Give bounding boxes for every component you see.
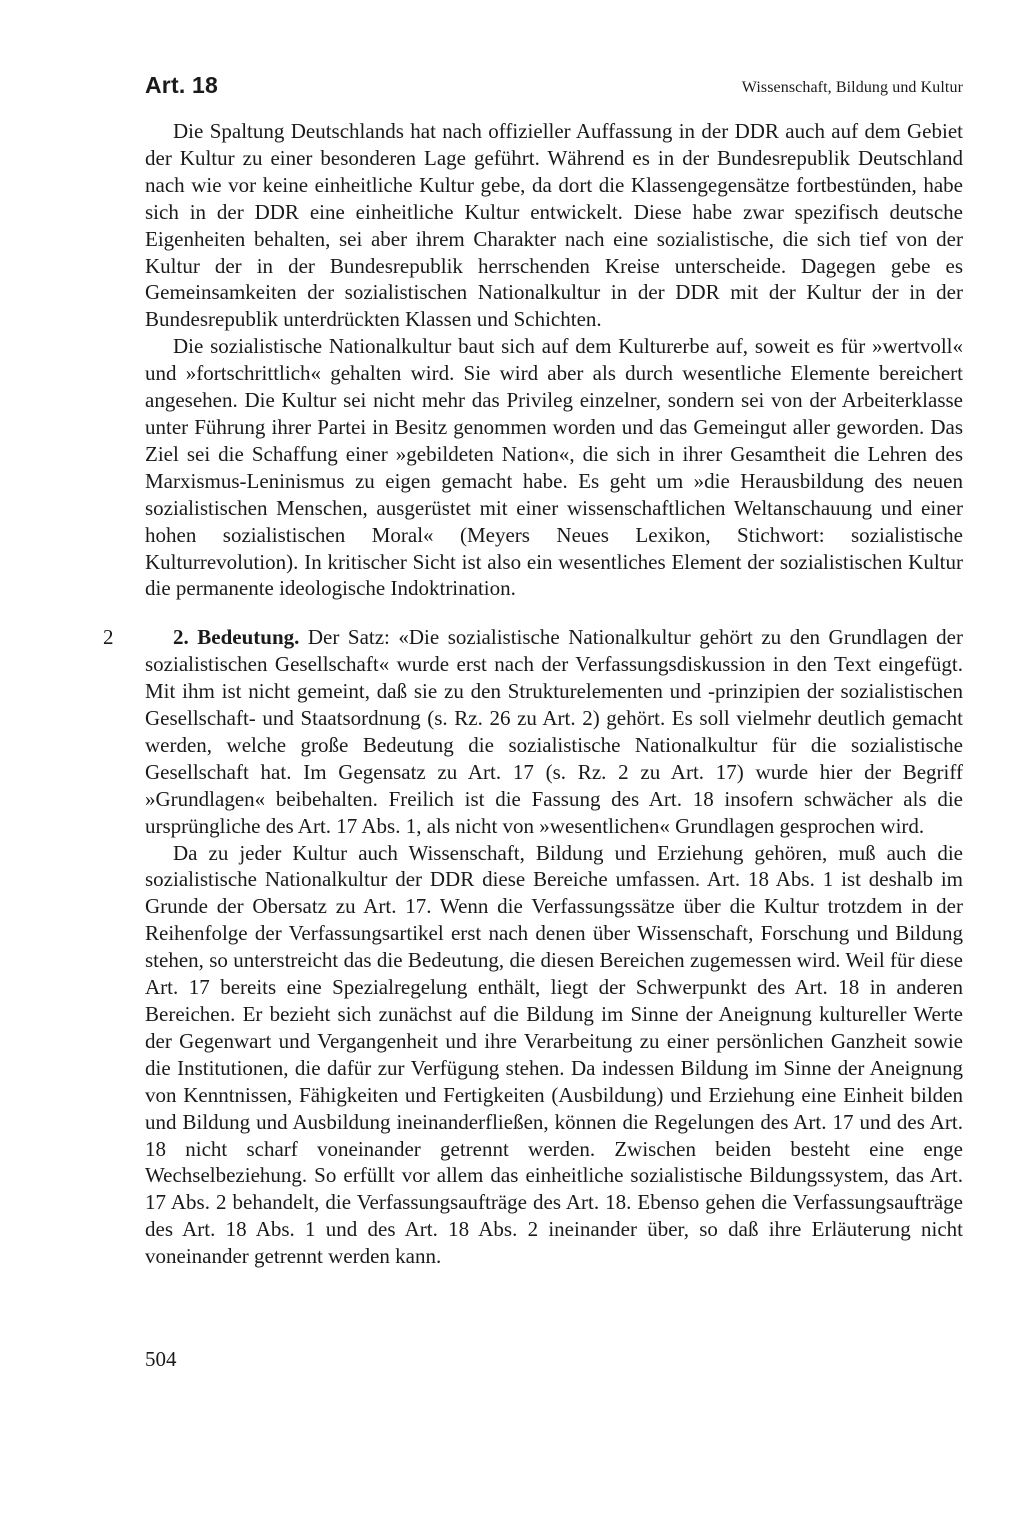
paragraph: Die sozialistische Nationalkultur baut sich auf dem Kulturerbe auf, soweit es für »wertvoll« und »fortschrittlich« gehalten wird. Sie wird aber als durch wesentliche Elemente bereichert angesehen. Die Kultur sei nicht mehr das Privileg einzelner, sondern sei von der Arbeiterklasse unter Führung ihrer Partei in Besitz genommen worden und das Gemeingut aller geworden. Das Ziel sei die Schaffung einer »gebildeten Nation«, die sich in ihrer Gesamtheit die Lehren des Marxismus-Leninismus zu eigen gemacht habe. Es geht um »die Herausbildung des neuen sozialistischen Menschen, ausgerüstet mit einer wissenschaftlichen Weltanschauung und einer hohen sozialistischen Moral« (Meyers Neues Lexikon, Stichwort: sozialistische Kulturrevolution). In kritischer Sicht ist also ein wesentliches Element der sozialistischen Kultur die permanente ideologische Indoktrination. [145,334,963,601]
paragraph [145,624,963,839]
paragraph-text: Der Satz: «Die sozialistische Nationalkultur gehört zu den Grundlagen der sozialistischen Gesellschaft« wurde erst nach der Verfassungsdiskussion in den Text eingefügt. Mit ihm ist nicht gemeint, daß sie zu den Strukturelementen und -prinzipien der sozialistischen Gesellschaft- und Staatsordnung (s. Rz. 26 zu Art. 2) gehört. Es soll vielmehr deutlich gemacht werden, welche große Bedeutung die sozialistische Nationalkultur für die sozialistische Gesellschaft hat. Im Gegensatz zu Art. 17 (s. Rz. 2 zu Art. 17) wurde hier der Begriff »Grundlagen« beibehalten. Freilich ist die Fassung des Art. 18 insofern schwächer als die ursprüngliche des Art. 17 Abs. 1, als nicht von »wesentlichen« Grundlagen gesprochen wird. [145,625,963,838]
running-title: Wissenschaft, Bildung und Kultur [741,79,963,96]
body-text [103,118,963,1270]
section-2 [103,624,963,1270]
section-heading: 2. Bedeutung. [173,625,300,650]
paragraph: Da zu jeder Kultur auch Wissenschaft, Bildung und Erziehung gehören, muß auch die sozialistische Nationalkultur der DDR diese Bereiche umfassen. Art. 18 Abs. 1 ist deshalb im Grunde der Obersatz zu Art. 17. Wenn die Verfassungssätze über die Kultur trotzdem in der Reihenfolge der Verfassungsartikel erst nach denen über Wissenschaft, Forschung und Bildung stehen, so unterstreicht das die Bedeutung, die diesen Bereichen zugemessen wird. Weil für diese Art. 17 bereits eine Spezialregelung enthält, liegt der Schwerpunkt des Art. 18 in anderen Bereichen. Er bezieht sich zunächst auf die Bildung im Sinne der Aneignung kultureller Werte der Gegenwart und Vergangenheit und ihre Verarbeitung zu einer persönlichen Ganzheit sowie die Institutionen, die dafür zur Verfügung stehen. Da indessen Bildung im Sinne der Aneignung von Kenntnissen, Fähigkeiten und Fertigkeiten (Ausbildung) und Erziehung eine Einheit bilden und Bildung und Ausbildung ineinanderfließen, können die Regelungen des Art. 17 und des Art. 18 nicht scharf voneinander getrennt werden. Zwischen beiden besteht eine enge Wechselbeziehung. So erfüllt vor allem das einheitliche sozialistische Bildungssystem, das Art. 17 Abs. 2 behandelt, die Verfassungsaufträge des Art. 18. Ebenso gehen die Verfassungsaufträge des Art. 18 Abs. 1 und des Art. 18 Abs. 2 ineinander über, so daß ihre Erläuterung nicht voneinander getrennt werden kann. [145,840,963,1269]
article-heading: Art. 18 [145,72,218,98]
paragraph: Die Spaltung Deutschlands hat nach offizieller Auffassung in der DDR auch auf dem Gebiet der Kultur zu einer besonderen Lage geführt. Während es in der Bundesrepublik Deutschland nach wie vor keine einheitliche Kultur gebe, da dort die Klassengegensätze fortbestünden, habe sich in der DDR eine einheitliche Kultur entwickelt. Diese habe zwar spezifisch deutsche Eigenheiten behalten, sei aber ihrem Charakter nach eine sozialistische, die sich tief von der Kultur der in der Bundesrepublik herrschenden Kreise unterscheide. Dagegen gebe es Gemeinsamkeiten der sozialistischen Nationalkultur in der DDR mit der Kultur der in der Bundesrepublik unterdrückten Klassen und Schichten. [145,119,963,332]
margin-number: 2 [103,625,114,650]
page-number: 504 [145,1347,177,1371]
